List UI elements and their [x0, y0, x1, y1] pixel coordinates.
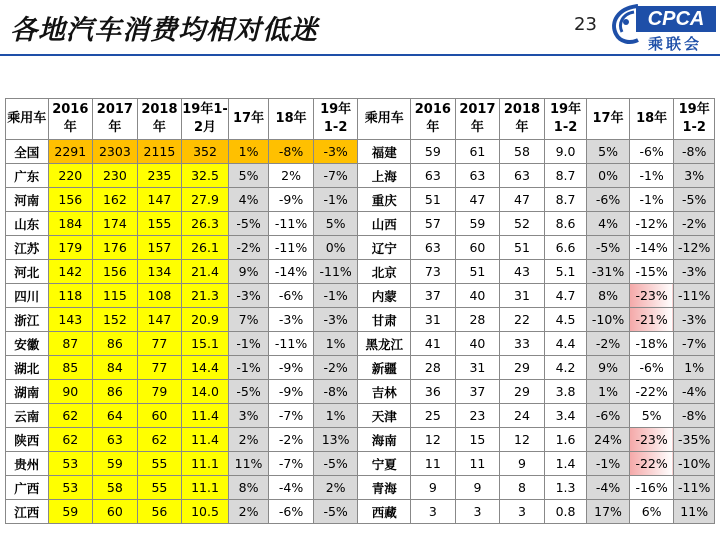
volume-cell: 11.4 — [182, 428, 229, 452]
growth-cell: -22% — [629, 452, 674, 476]
province-cell: 四川 — [6, 284, 49, 308]
volume-cell: 14.4 — [182, 356, 229, 380]
volume-cell: 20.9 — [182, 308, 229, 332]
growth-cell: -23% — [629, 428, 674, 452]
volume-cell: 47 — [455, 188, 500, 212]
volume-cell: 115 — [93, 284, 138, 308]
sales-table — [5, 98, 715, 524]
province-cell: 湖北 — [6, 356, 49, 380]
growth-cell: -6% — [587, 188, 630, 212]
volume-cell: 32.5 — [182, 164, 229, 188]
column-header: 2017年 — [455, 99, 500, 140]
volume-cell: 142 — [48, 260, 93, 284]
growth-cell: -1% — [228, 332, 269, 356]
volume-cell: 63 — [455, 164, 500, 188]
growth-cell: -8% — [674, 404, 715, 428]
province-cell: 河北 — [6, 260, 49, 284]
page-number: 23 — [574, 14, 597, 35]
volume-cell: 8 — [500, 476, 545, 500]
volume-cell: 3 — [500, 500, 545, 524]
province-cell: 内蒙 — [358, 284, 411, 308]
growth-cell: -31% — [587, 260, 630, 284]
volume-cell: 85 — [48, 356, 93, 380]
slide-title: 各地汽车消费均相对低迷 — [10, 15, 318, 46]
province-cell: 全国 — [6, 140, 49, 164]
growth-cell: 4% — [587, 212, 630, 236]
growth-cell: -21% — [629, 308, 674, 332]
volume-cell: 29 — [500, 380, 545, 404]
volume-cell: 63 — [411, 164, 456, 188]
volume-cell: 40 — [455, 284, 500, 308]
growth-cell: 1% — [228, 140, 269, 164]
volume-cell: 21.3 — [182, 284, 229, 308]
volume-cell: 60 — [455, 236, 500, 260]
growth-cell: 2% — [313, 476, 358, 500]
volume-cell: 22 — [500, 308, 545, 332]
table-row — [6, 452, 715, 476]
growth-cell: -1% — [629, 188, 674, 212]
growth-cell: 9% — [228, 260, 269, 284]
province-cell: 山东 — [6, 212, 49, 236]
volume-cell: 57 — [411, 212, 456, 236]
table-row — [6, 188, 715, 212]
volume-cell: 86 — [93, 380, 138, 404]
column-header: 2016年 — [48, 99, 93, 140]
volume-cell: 28 — [455, 308, 500, 332]
volume-cell: 63 — [500, 164, 545, 188]
volume-cell: 37 — [455, 380, 500, 404]
volume-cell: 3.8 — [544, 380, 587, 404]
growth-cell: -5% — [313, 500, 358, 524]
province-cell: 山西 — [358, 212, 411, 236]
volume-cell: 1.3 — [544, 476, 587, 500]
volume-cell: 33 — [500, 332, 545, 356]
province-cell: 吉林 — [358, 380, 411, 404]
province-cell: 贵州 — [6, 452, 49, 476]
growth-cell: 8% — [587, 284, 630, 308]
volume-cell: 77 — [137, 356, 182, 380]
growth-cell: -8% — [674, 140, 715, 164]
volume-cell: 59 — [93, 452, 138, 476]
volume-cell: 2115 — [137, 140, 182, 164]
table-row — [6, 284, 715, 308]
growth-cell: 7% — [228, 308, 269, 332]
growth-cell: -6% — [629, 140, 674, 164]
volume-cell: 9 — [411, 476, 456, 500]
growth-cell: 24% — [587, 428, 630, 452]
volume-cell: 31 — [455, 356, 500, 380]
volume-cell: 61 — [455, 140, 500, 164]
volume-cell: 156 — [93, 260, 138, 284]
volume-cell: 60 — [137, 404, 182, 428]
volume-cell: 37 — [411, 284, 456, 308]
volume-cell: 62 — [48, 428, 93, 452]
volume-cell: 60 — [93, 500, 138, 524]
table-row — [6, 212, 715, 236]
column-header: 2018年 — [500, 99, 545, 140]
growth-cell: -1% — [587, 452, 630, 476]
volume-cell: 55 — [137, 452, 182, 476]
growth-cell: -15% — [629, 260, 674, 284]
volume-cell: 51 — [500, 236, 545, 260]
volume-cell: 4.4 — [544, 332, 587, 356]
growth-cell: -7% — [313, 164, 358, 188]
growth-cell: 0% — [313, 236, 358, 260]
growth-cell: -2% — [674, 212, 715, 236]
volume-cell: 162 — [93, 188, 138, 212]
volume-cell: 62 — [48, 404, 93, 428]
volume-cell: 31 — [500, 284, 545, 308]
growth-cell: -11% — [674, 476, 715, 500]
volume-cell: 176 — [93, 236, 138, 260]
growth-cell: 5% — [228, 164, 269, 188]
growth-cell: 3% — [228, 404, 269, 428]
volume-cell: 51 — [411, 188, 456, 212]
header-rule — [0, 54, 720, 56]
column-header: 18年 — [629, 99, 674, 140]
province-cell: 广西 — [6, 476, 49, 500]
volume-cell: 4.7 — [544, 284, 587, 308]
volume-cell: 157 — [137, 236, 182, 260]
column-header: 2016年 — [411, 99, 456, 140]
volume-cell: 79 — [137, 380, 182, 404]
growth-cell: 11% — [228, 452, 269, 476]
volume-cell: 23 — [455, 404, 500, 428]
volume-cell: 11 — [455, 452, 500, 476]
province-cell: 宁夏 — [358, 452, 411, 476]
volume-cell: 12 — [411, 428, 456, 452]
growth-cell: 5% — [313, 212, 358, 236]
growth-cell: -2% — [313, 356, 358, 380]
volume-cell: 147 — [137, 308, 182, 332]
volume-cell: 43 — [500, 260, 545, 284]
volume-cell: 6.6 — [544, 236, 587, 260]
growth-cell: 13% — [313, 428, 358, 452]
volume-cell: 2303 — [93, 140, 138, 164]
volume-cell: 11 — [411, 452, 456, 476]
volume-cell: 0.8 — [544, 500, 587, 524]
column-header: 19年1-2 — [544, 99, 587, 140]
province-cell: 海南 — [358, 428, 411, 452]
table-row — [6, 308, 715, 332]
volume-cell: 147 — [137, 188, 182, 212]
growth-cell: 1% — [313, 332, 358, 356]
growth-cell: -11% — [269, 212, 314, 236]
volume-cell: 3.4 — [544, 404, 587, 428]
growth-cell: -12% — [629, 212, 674, 236]
table-row — [6, 404, 715, 428]
growth-cell: -8% — [313, 380, 358, 404]
growth-cell: -3% — [313, 308, 358, 332]
column-header: 乘用车 — [6, 99, 49, 140]
growth-cell: -4% — [674, 380, 715, 404]
logo-text: CPCA — [636, 6, 716, 32]
province-cell: 上海 — [358, 164, 411, 188]
column-header: 17年 — [228, 99, 269, 140]
growth-cell: -5% — [587, 236, 630, 260]
growth-cell: 1% — [313, 404, 358, 428]
volume-cell: 52 — [500, 212, 545, 236]
growth-cell: -10% — [674, 452, 715, 476]
volume-cell: 73 — [411, 260, 456, 284]
growth-cell: 1% — [587, 380, 630, 404]
volume-cell: 62 — [137, 428, 182, 452]
growth-cell: -5% — [228, 380, 269, 404]
volume-cell: 8.7 — [544, 164, 587, 188]
volume-cell: 15 — [455, 428, 500, 452]
growth-cell: -6% — [269, 500, 314, 524]
volume-cell: 21.4 — [182, 260, 229, 284]
volume-cell: 53 — [48, 452, 93, 476]
growth-cell: -7% — [674, 332, 715, 356]
table-row — [6, 164, 715, 188]
volume-cell: 63 — [411, 236, 456, 260]
growth-cell: -14% — [269, 260, 314, 284]
volume-cell: 4.2 — [544, 356, 587, 380]
volume-cell: 87 — [48, 332, 93, 356]
growth-cell: -3% — [269, 308, 314, 332]
volume-cell: 36 — [411, 380, 456, 404]
province-cell: 新疆 — [358, 356, 411, 380]
province-cell: 陕西 — [6, 428, 49, 452]
table-row — [6, 236, 715, 260]
table-row — [6, 428, 715, 452]
volume-cell: 11.4 — [182, 404, 229, 428]
province-cell: 北京 — [358, 260, 411, 284]
growth-cell: -9% — [269, 188, 314, 212]
growth-cell: 3% — [674, 164, 715, 188]
province-cell: 青海 — [358, 476, 411, 500]
growth-cell: -14% — [629, 236, 674, 260]
logo-subtext: 乘联会 — [648, 35, 703, 53]
growth-cell: 1% — [674, 356, 715, 380]
province-cell: 辽宁 — [358, 236, 411, 260]
growth-cell: 2% — [228, 500, 269, 524]
volume-cell: 8.6 — [544, 212, 587, 236]
column-header: 18年 — [269, 99, 314, 140]
growth-cell: 4% — [228, 188, 269, 212]
province-cell: 甘肃 — [358, 308, 411, 332]
volume-cell: 4.5 — [544, 308, 587, 332]
column-header: 19年1-2 — [313, 99, 358, 140]
growth-cell: 8% — [228, 476, 269, 500]
volume-cell: 155 — [137, 212, 182, 236]
growth-cell: 0% — [587, 164, 630, 188]
growth-cell: -2% — [587, 332, 630, 356]
province-cell: 河南 — [6, 188, 49, 212]
growth-cell: -7% — [269, 404, 314, 428]
province-cell: 江苏 — [6, 236, 49, 260]
table-row — [6, 380, 715, 404]
volume-cell: 28 — [411, 356, 456, 380]
volume-cell: 27.9 — [182, 188, 229, 212]
growth-cell: -11% — [313, 260, 358, 284]
growth-cell: 5% — [629, 404, 674, 428]
volume-cell: 118 — [48, 284, 93, 308]
growth-cell: -9% — [269, 356, 314, 380]
volume-cell: 26.3 — [182, 212, 229, 236]
growth-cell: -3% — [228, 284, 269, 308]
table-row — [6, 356, 715, 380]
volume-cell: 9.0 — [544, 140, 587, 164]
volume-cell: 53 — [48, 476, 93, 500]
volume-cell: 86 — [93, 332, 138, 356]
growth-cell: -16% — [629, 476, 674, 500]
volume-cell: 8.7 — [544, 188, 587, 212]
volume-cell: 58 — [93, 476, 138, 500]
province-cell: 安徽 — [6, 332, 49, 356]
growth-cell: -3% — [674, 260, 715, 284]
growth-cell: -12% — [674, 236, 715, 260]
growth-cell: 9% — [587, 356, 630, 380]
column-header: 17年 — [587, 99, 630, 140]
growth-cell: -6% — [269, 284, 314, 308]
volume-cell: 63 — [93, 428, 138, 452]
growth-cell: -7% — [269, 452, 314, 476]
volume-cell: 5.1 — [544, 260, 587, 284]
volume-cell: 11.1 — [182, 476, 229, 500]
table-body — [6, 140, 715, 524]
province-cell: 浙江 — [6, 308, 49, 332]
volume-cell: 152 — [93, 308, 138, 332]
growth-cell: 2% — [269, 164, 314, 188]
volume-cell: 84 — [93, 356, 138, 380]
volume-cell: 10.5 — [182, 500, 229, 524]
growth-cell: 17% — [587, 500, 630, 524]
volume-cell: 3 — [411, 500, 456, 524]
volume-cell: 220 — [48, 164, 93, 188]
growth-cell: -35% — [674, 428, 715, 452]
growth-cell: 11% — [674, 500, 715, 524]
volume-cell: 26.1 — [182, 236, 229, 260]
growth-cell: -4% — [269, 476, 314, 500]
growth-cell: -9% — [269, 380, 314, 404]
volume-cell: 29 — [500, 356, 545, 380]
volume-cell: 156 — [48, 188, 93, 212]
volume-cell: 230 — [93, 164, 138, 188]
province-cell: 云南 — [6, 404, 49, 428]
volume-cell: 64 — [93, 404, 138, 428]
cpca-logo — [608, 2, 718, 52]
volume-cell: 31 — [411, 308, 456, 332]
volume-cell: 12 — [500, 428, 545, 452]
volume-cell: 56 — [137, 500, 182, 524]
volume-cell: 1.6 — [544, 428, 587, 452]
growth-cell: -22% — [629, 380, 674, 404]
volume-cell: 51 — [455, 260, 500, 284]
growth-cell: -10% — [587, 308, 630, 332]
province-cell: 天津 — [358, 404, 411, 428]
province-cell: 福建 — [358, 140, 411, 164]
province-cell: 江西 — [6, 500, 49, 524]
province-cell: 湖南 — [6, 380, 49, 404]
growth-cell: -5% — [674, 188, 715, 212]
growth-cell: -1% — [313, 188, 358, 212]
volume-cell: 58 — [500, 140, 545, 164]
growth-cell: -3% — [313, 140, 358, 164]
volume-cell: 11.1 — [182, 452, 229, 476]
volume-cell: 40 — [455, 332, 500, 356]
growth-cell: -1% — [629, 164, 674, 188]
growth-cell: -6% — [587, 404, 630, 428]
growth-cell: -2% — [228, 236, 269, 260]
growth-cell: 6% — [629, 500, 674, 524]
growth-cell: -23% — [629, 284, 674, 308]
volume-cell: 24 — [500, 404, 545, 428]
table-row — [6, 332, 715, 356]
volume-cell: 143 — [48, 308, 93, 332]
column-header: 乘用车 — [358, 99, 411, 140]
volume-cell: 90 — [48, 380, 93, 404]
volume-cell: 134 — [137, 260, 182, 284]
province-cell: 重庆 — [358, 188, 411, 212]
volume-cell: 25 — [411, 404, 456, 428]
volume-cell: 47 — [500, 188, 545, 212]
table-row — [6, 476, 715, 500]
table-row — [6, 140, 715, 164]
growth-cell: -11% — [269, 332, 314, 356]
growth-cell: -11% — [269, 236, 314, 260]
volume-cell: 59 — [411, 140, 456, 164]
growth-cell: 5% — [587, 140, 630, 164]
volume-cell: 174 — [93, 212, 138, 236]
growth-cell: -1% — [313, 284, 358, 308]
volume-cell: 235 — [137, 164, 182, 188]
volume-cell: 2291 — [48, 140, 93, 164]
volume-cell: 59 — [48, 500, 93, 524]
table-header-row — [6, 99, 715, 140]
volume-cell: 14.0 — [182, 380, 229, 404]
volume-cell: 59 — [455, 212, 500, 236]
volume-cell: 179 — [48, 236, 93, 260]
volume-cell: 55 — [137, 476, 182, 500]
volume-cell: 352 — [182, 140, 229, 164]
growth-cell: 2% — [228, 428, 269, 452]
province-cell: 广东 — [6, 164, 49, 188]
growth-cell: -6% — [629, 356, 674, 380]
volume-cell: 108 — [137, 284, 182, 308]
column-header: 19年1-2月 — [182, 99, 229, 140]
column-header: 19年1-2 — [674, 99, 715, 140]
province-cell: 黑龙江 — [358, 332, 411, 356]
volume-cell: 15.1 — [182, 332, 229, 356]
growth-cell: -3% — [674, 308, 715, 332]
volume-cell: 3 — [455, 500, 500, 524]
column-header: 2018年 — [137, 99, 182, 140]
growth-cell: -4% — [587, 476, 630, 500]
growth-cell: -5% — [313, 452, 358, 476]
table-row — [6, 500, 715, 524]
volume-cell: 9 — [455, 476, 500, 500]
column-header: 2017年 — [93, 99, 138, 140]
growth-cell: -2% — [269, 428, 314, 452]
table-row — [6, 260, 715, 284]
volume-cell: 184 — [48, 212, 93, 236]
province-cell: 西藏 — [358, 500, 411, 524]
growth-cell: -18% — [629, 332, 674, 356]
growth-cell: -5% — [228, 212, 269, 236]
volume-cell: 77 — [137, 332, 182, 356]
growth-cell: -8% — [269, 140, 314, 164]
volume-cell: 9 — [500, 452, 545, 476]
growth-cell: -11% — [674, 284, 715, 308]
volume-cell: 41 — [411, 332, 456, 356]
growth-cell: -1% — [228, 356, 269, 380]
volume-cell: 1.4 — [544, 452, 587, 476]
